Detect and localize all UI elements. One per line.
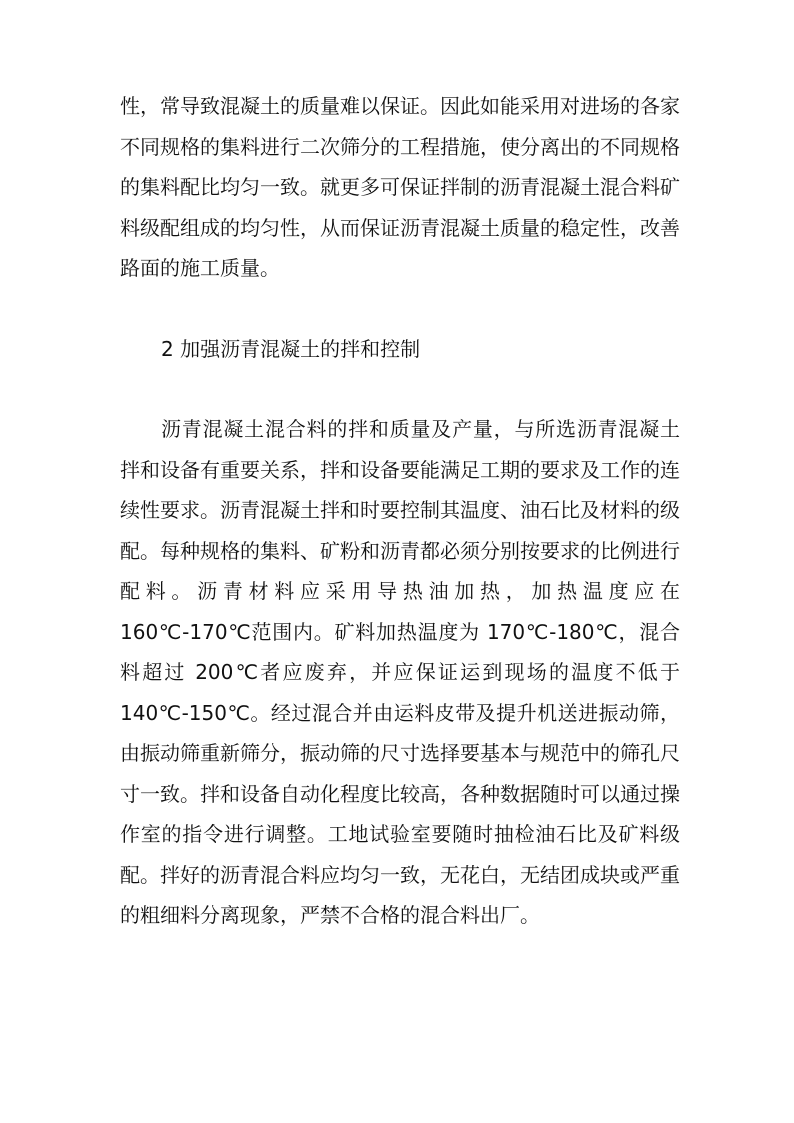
paragraph-gap [120, 289, 680, 329]
section-heading: 2 加强沥青混凝土的拌和控制 [161, 336, 421, 361]
paragraph-body: 沥青混凝土混合料的拌和质量及产量，与所选沥青混凝土拌和设备有重要关系，拌和设备要能满足工期的要求及工作的连续性要求。沥青混凝土拌和时要控制其温度、油石比及材料的级配。每种规格的集料、矿粉和沥青都必须分别按要求的比例进行配料。沥青材料应采用导热油加热，加热温度应在 160℃-170℃范围内。矿料加热温度为 170℃-180℃，混合料超过 200℃者应废弃，并应保证运到现场的温度不低于 140℃-150℃。经过混合并由运料皮带及提升机送进振动筛，由振动筛重新筛分，振动筛的尺寸选择要基本与规范中的筛孔尺寸一致。拌和设备自动化程度比较高，各种数据随时可以通过操作室的指令进行调整。工地试验室要随时抽检油石比及矿料级配。拌好的沥青混合料应均匀一致，无花白，无结团成块或严重的粗细料分离现象，严禁不合格的混合料出厂。 [120, 417, 680, 927]
paragraph-continuation: 性，常导致混凝土的质量难以保证。因此如能采用对进场的各家不同规格的集料进行二次筛分的工程措施，使分离出的不同规格的集料配比均匀一致。就更多可保证拌制的沥青混凝土混合料矿料级配组成的均匀性，从而保证沥青混凝土质量的稳定性，改善路面的施工质量。 [120, 94, 680, 280]
document-page [120, 86, 680, 936]
paragraph-gap [120, 369, 680, 409]
